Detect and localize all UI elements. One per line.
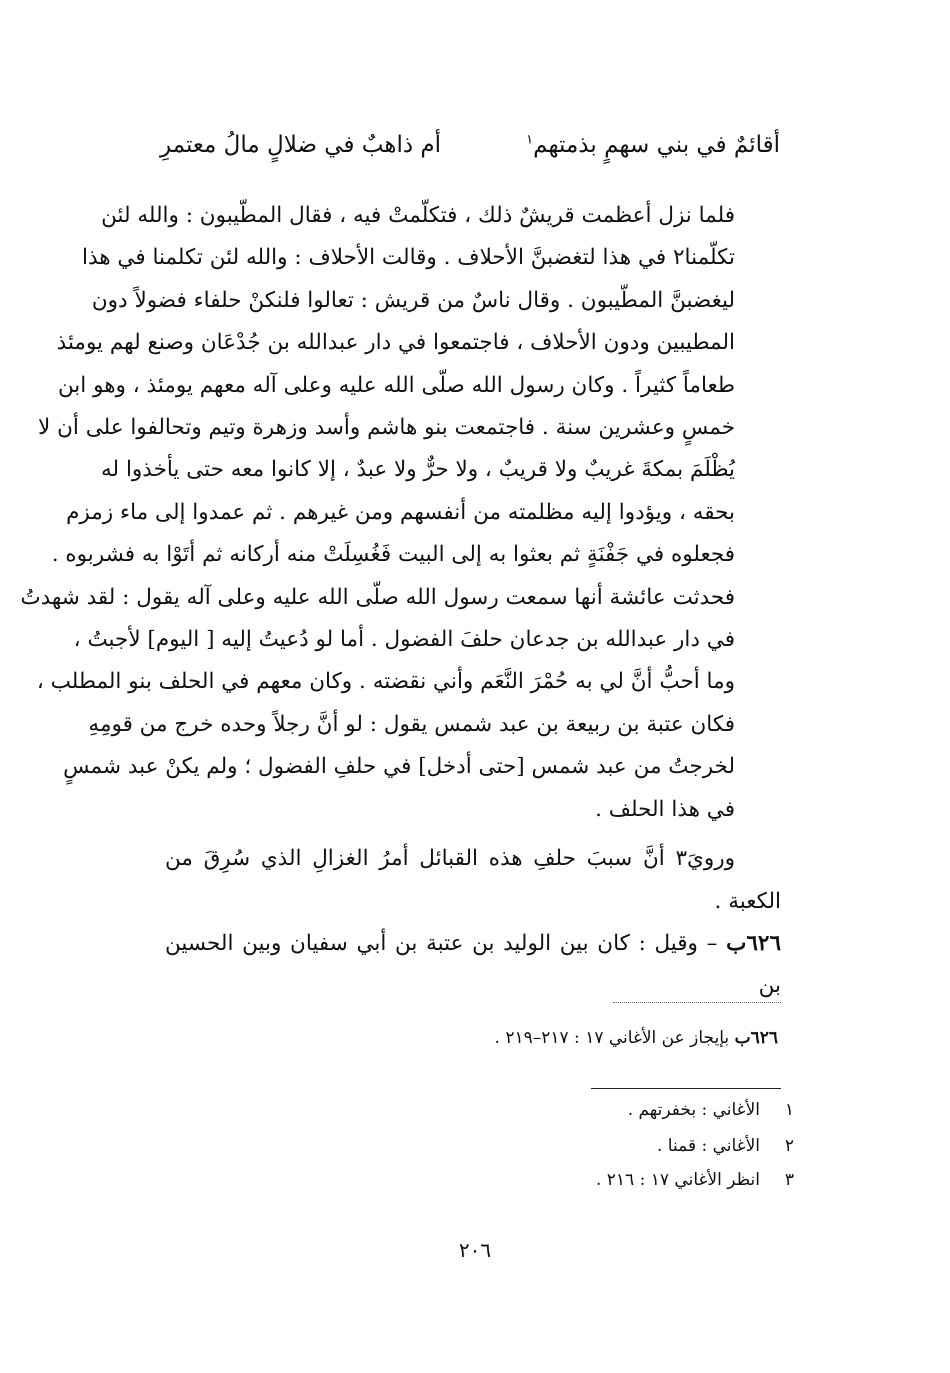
source-number: ٦٢٦ب (734, 1028, 778, 1048)
footnote-text: الأغاني : بخفرتهم . (627, 1100, 760, 1120)
text-line: المطيبين ودون الأحلاف ، فاجتمعوا في دار عبدالله بن جُدْعَان وصنع لهم يومئذ (56, 330, 735, 356)
text-line: تكلّمنا٢ في هذا لتغضبنَّ الأحلاف . وقالت الأحلاف : والله لئن تكلمنا في هذا (82, 245, 735, 271)
poem-verse (160, 132, 780, 172)
footnote-number: ١ (784, 1100, 794, 1120)
text-line: لخرجتُ من عبد شمس [حتى أدخل] في حلفِ الفضول ؛ ولم يكنْ عبد شمسٍ (63, 754, 735, 780)
text-line: في هذا الحلف . (595, 796, 735, 822)
text-line: طعاماً كثيراً . وكان رسول الله صلّى الله عليه وعلى آله معهم يومئذ ، وهو ابن (57, 372, 735, 398)
paragraph-riwaya: ورويَ٣ أنَّ سببَ حلفِ هذه القبائل أمرُ الغزالِ الذي سُرِقَ من الكعبة . (165, 846, 781, 914)
verse-first-hemistich: أقائمٌ في بني سهمٍ بذمتهم$^١$ (526, 132, 780, 158)
text-line: يُظْلَمَ بمكةَ غريبٌ ولا قريبٌ ، ولا حرٌّ ولا عبدٌ ، إلا كانوا معه حتى يأخذوا له (101, 457, 735, 483)
footnote-separator (591, 1088, 781, 1089)
text-line: خمسٍ وعشرين سنة . فاجتمعت بنو هاشم وأسد وزهرة وتيم وتحالفوا على أن لا (38, 415, 735, 441)
footnote-marker: ١ (526, 132, 534, 148)
text-line: في دار عبدالله بن جدعان حلفَ الفضول . أما لو دُعيتُ إليه [ اليوم] لأجبتُ ، (73, 627, 735, 653)
source-text: بإيجاز عن الأغاني ١٧ : ٢١٧–٢١٩ . (494, 1028, 735, 1048)
footnote-number: ٣ (784, 1170, 794, 1190)
source-note (495, 1028, 778, 1048)
footnote-2 (657, 1136, 794, 1156)
footnote-text: الأغاني : قمنا . (657, 1136, 760, 1156)
text-line: فكان عتبة بن ربيعة بن عبد شمس يقول : لو أنَّ رجلاً وحده خرج من قومِهِ (88, 711, 735, 737)
text-line: ليغضبنَّ المطّيبون . وقال ناسٌ من قريش : تعالوا فلنكنْ حلفاء فضولاً دون (91, 287, 735, 313)
footnote-3 (595, 1170, 794, 1190)
text-line: وما أحبُّ أنَّ لي به حُمْرَ النَّعَم وأني نقضته . وكان معهم في الحلف بنو المطلب ، (36, 669, 735, 695)
dotted-separator (613, 1002, 781, 1003)
entry-number: ٦٢٦ب (726, 930, 781, 956)
text-line: فجعلوه في جَفْنَةٍ ثم بعثوا به إلى البيت فَغُسِلَتْ منه أركانه ثم أتَوْا به فشربوه . (51, 542, 735, 568)
paragraph-main (20, 195, 781, 831)
footnote-1 (627, 1100, 794, 1120)
page-number: ٢٠٦ (458, 1238, 492, 1262)
text-line: بحقه ، ويؤدوا إليه مظلمته من أنفسهم ومن غيرهم . ثم عمدوا إلى ماء زمزم (66, 499, 735, 525)
text-line: فلما نزل أعظمت قريشٌ ذلك ، فتكلّمتْ فيه ، فقال المطّيبون : والله لئن (101, 203, 735, 228)
main-text (20, 195, 781, 1008)
paragraph-626b (165, 923, 781, 1008)
footnote-number: ٢ (784, 1136, 794, 1156)
text-line: فحدثت عائشة أنها سمعت رسول الله صلّى الله عليه وعلى آله يقول : لقد شهدتُ (20, 584, 735, 610)
entry-text: – وقيل : كان بين الوليد بن عتبة بن أبي سفيان وبين الحسين بن (165, 930, 781, 999)
footnote-text: انظر الأغاني ١٧ : ٢١٦ . (595, 1170, 760, 1190)
verse-second-hemistich: أم ذاهبٌ في ضلالٍ مالُ معتمرِ (160, 132, 442, 158)
